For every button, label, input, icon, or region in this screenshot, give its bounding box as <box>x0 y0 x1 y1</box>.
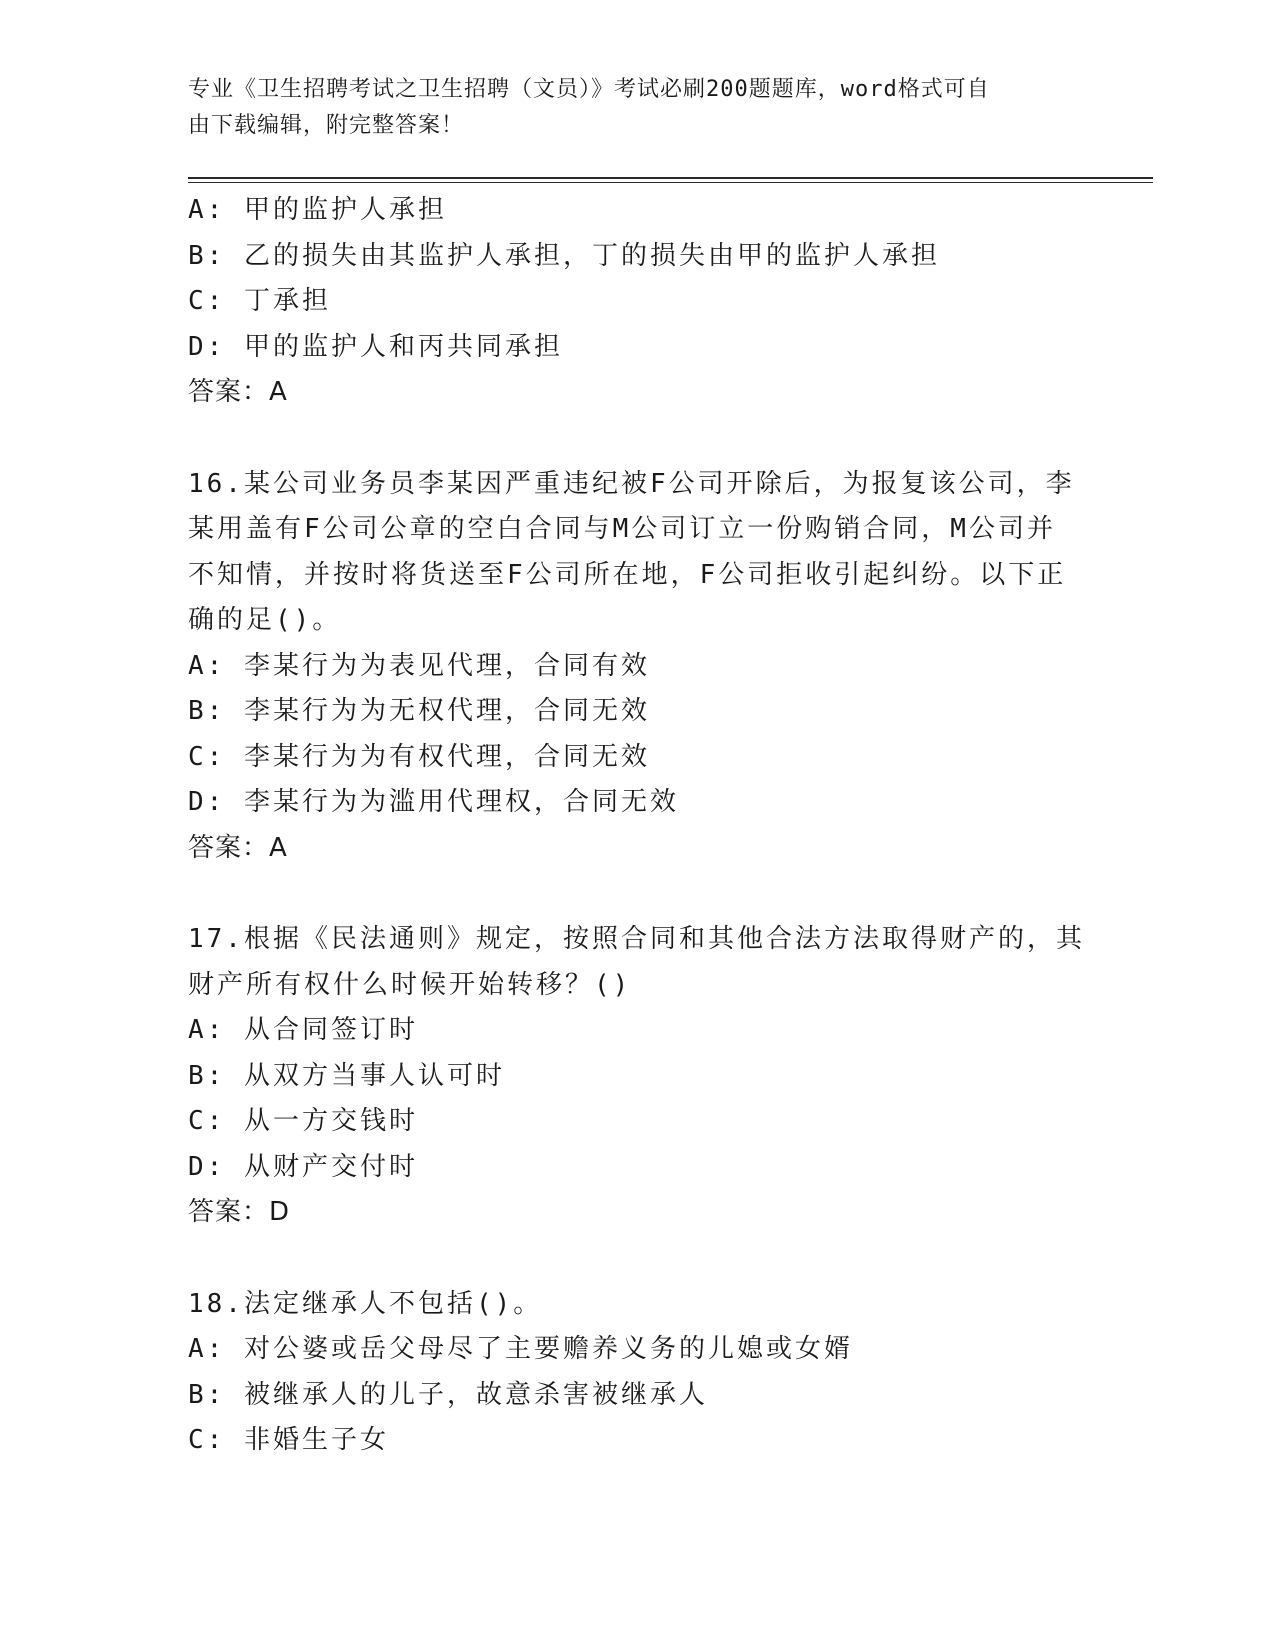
option-d: D: 李某行为为滥用代理权，合同无效 <box>188 787 679 817</box>
spacer <box>188 1236 1088 1282</box>
answer-line: 答案：A <box>188 377 288 407</box>
question-18-text-line-1: 18.法定继承人不包括()。 <box>188 1288 543 1319</box>
question-16-text-line-1: 16.某公司业务员李某因严重违纪被F公司开除后，为报复该公司，李 <box>188 468 1075 499</box>
answer-line: 答案：D <box>188 1197 291 1227</box>
option-c: C: 非婚生子女 <box>188 1425 389 1455</box>
option-a: A: 对公婆或岳父母尽了主要赡养义务的儿媳或女婿 <box>188 1334 853 1364</box>
question-content <box>188 188 1088 1464</box>
option-a: A: 甲的监护人承担 <box>188 195 447 225</box>
option-a: A: 李某行为为表见代理，合同有效 <box>188 650 650 681</box>
option-c: C: 从一方交钱时 <box>188 1106 418 1136</box>
question-17-text-line-1: 17.根据《民法通则》规定，按照合同和其他合法方法取得财产的，其 <box>188 924 1085 954</box>
header-rule-thick <box>188 177 1153 179</box>
document-header <box>188 72 1068 144</box>
prev-question-block <box>188 188 1088 416</box>
option-b: B: 从双方当事人认可时 <box>188 1060 505 1091</box>
option-d: D: 甲的监护人和丙共同承担 <box>188 331 563 362</box>
option-b: B: 被继承人的儿子，故意杀害被继承人 <box>188 1379 708 1410</box>
question-16-block <box>188 462 1088 872</box>
question-16-text-line-4: 确的足()。 <box>188 605 342 635</box>
option-b: B: 李某行为为无权代理，合同无效 <box>188 696 650 726</box>
header-line-2: 由下载编辑，附完整答案！ <box>188 113 465 138</box>
answer-line: 答案：A <box>188 832 288 863</box>
spacer <box>188 416 1088 462</box>
option-c: C: 丁承担 <box>188 286 331 316</box>
option-d: D: 从财产交付时 <box>188 1151 418 1182</box>
question-16-text-line-3: 不知情，并按时将货送至F公司所在地，F公司拒收引起纠纷。以下正 <box>188 559 1067 590</box>
question-18-block <box>188 1282 1088 1464</box>
option-b: B: 乙的损失由其监护人承担，丁的损失由甲的监护人承担 <box>188 240 940 271</box>
header-line-1: 专业《卫生招聘考试之卫生招聘（文员）》考试必刷200题题库，word格式可自 <box>188 77 990 102</box>
option-a: A: 从合同签订时 <box>188 1015 418 1045</box>
spacer <box>188 871 1088 917</box>
header-rule-thin <box>188 182 1153 183</box>
question-17-block <box>188 917 1088 1236</box>
question-16-text-line-2: 某用盖有F公司公章的空白合同与M公司订立一份购销合同，M公司并 <box>188 514 1056 544</box>
question-17-text-line-2: 财产所有权什么时候开始转移？() <box>188 969 632 1000</box>
option-c: C: 李某行为为有权代理，合同无效 <box>188 741 650 772</box>
